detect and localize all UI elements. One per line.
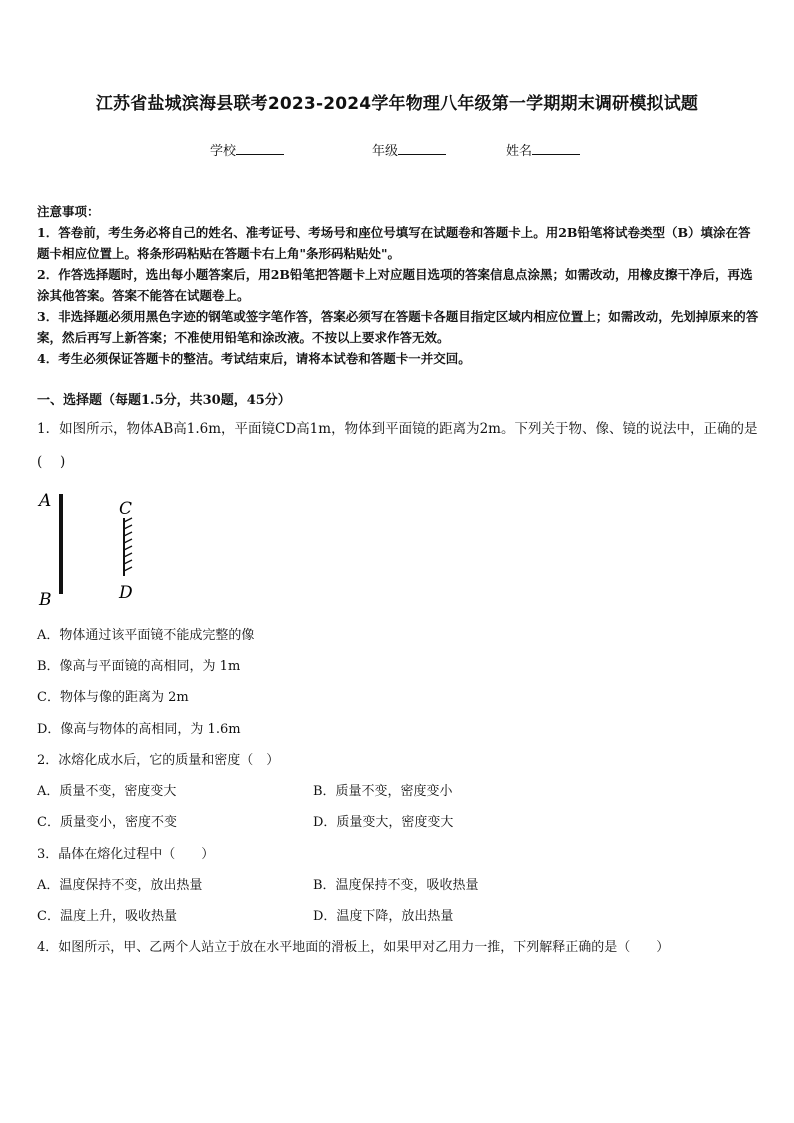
q2-option-b[interactable]: B．质量不变，密度变小 <box>313 784 453 799</box>
question-1-stem: 1．如图所示，物体AB高1.6m，平面镜CD高1m，物体到平面镜的距离为2m。下列关于物、像、镜的说法中，正确的是( ) <box>37 421 758 470</box>
question-3-stem: 3．晶体在熔化过程中（ ） <box>37 847 215 862</box>
q3-option-c[interactable]: C．温度上升，吸收热量 <box>37 909 177 924</box>
notice-item-1: 1．答卷前，考生务必将自己的姓名、准考证号、考场号和座位号填写在试题卷和答题卡上。用2B铅笔将试卷类型（B）填涂在答题卡相应位置上。将条形码粘贴在答题卡右上角"条形码粘贴处"。 <box>37 225 751 261</box>
q3-option-a[interactable]: A．温度保持不变，放出热量 <box>37 878 203 893</box>
school-label: 学校 <box>210 144 237 159</box>
name-blank[interactable] <box>532 142 580 155</box>
notice-item-2: 2．作答选择题时，选出每小题答案后，用2B铅笔把答题卡上对应题目选项的答案信息点涂黑；如需改动，用橡皮擦干净后，再选涂其他答案。答案不能答在试题卷上。 <box>37 267 753 303</box>
q1-option-c[interactable]: C．物体与像的距离为 2m <box>37 690 189 705</box>
q2-option-d[interactable]: D．质量变大，密度变大 <box>313 815 454 830</box>
q3-option-d[interactable]: D．温度下降，放出热量 <box>313 909 454 924</box>
mirror-hatching <box>124 518 132 571</box>
grade-blank[interactable] <box>398 142 446 155</box>
notice-item-3: 3．非选择题必须用黑色字迹的钢笔或签字笔作答，答案必须写在答题卡各题目指定区域内相应位置上；如需改动，先划掉原来的答案，然后再写上新答案；不准使用铅笔和涂改液。不按以上要求作答无效。 <box>37 309 759 345</box>
mirror-figure <box>37 486 167 611</box>
q1-option-a[interactable]: A．物体通过该平面镜不能成完整的像 <box>37 628 255 643</box>
name-field[interactable] <box>506 140 580 159</box>
label-c: C <box>119 499 133 519</box>
notice-heading: 注意事项： <box>37 204 100 219</box>
exam-title: 江苏省盐城滨海县联考2023-2024学年物理八年级第一学期期末调研模拟试题 <box>95 94 699 114</box>
label-a: A <box>39 491 52 511</box>
school-field[interactable] <box>210 140 284 159</box>
notice-item-4: 4．考生必须保证答题卡的整洁。考试结束后，请将本试卷和答题卡一并交回。 <box>37 351 471 366</box>
q3-option-b[interactable]: B．温度保持不变，吸收热量 <box>313 878 479 893</box>
question-2-stem: 2．冰熔化成水后，它的质量和密度（ ） <box>37 753 280 768</box>
label-b: B <box>39 590 52 610</box>
label-d: D <box>119 583 133 603</box>
school-blank[interactable] <box>236 142 284 155</box>
q1-option-b[interactable]: B．像高与平面镜的高相同，为 1m <box>37 659 241 674</box>
grade-label: 年级 <box>372 144 399 159</box>
question-4-stem: 4．如图所示，甲、乙两个人站立于放在水平地面的滑板上，如果甲对乙用力一推，下列解释正确的是（ ） <box>37 940 670 955</box>
grade-field[interactable] <box>372 140 446 159</box>
q2-option-c[interactable]: C．质量变小，密度不变 <box>37 815 177 830</box>
name-label: 姓名 <box>506 144 533 159</box>
section-heading: 一、选择题（每题1.5分，共30题，45分） <box>37 393 291 408</box>
q2-option-a[interactable]: A．质量不变，密度变大 <box>37 784 177 799</box>
q1-option-d[interactable]: D．像高与物体的高相同，为 1.6m <box>37 722 241 737</box>
